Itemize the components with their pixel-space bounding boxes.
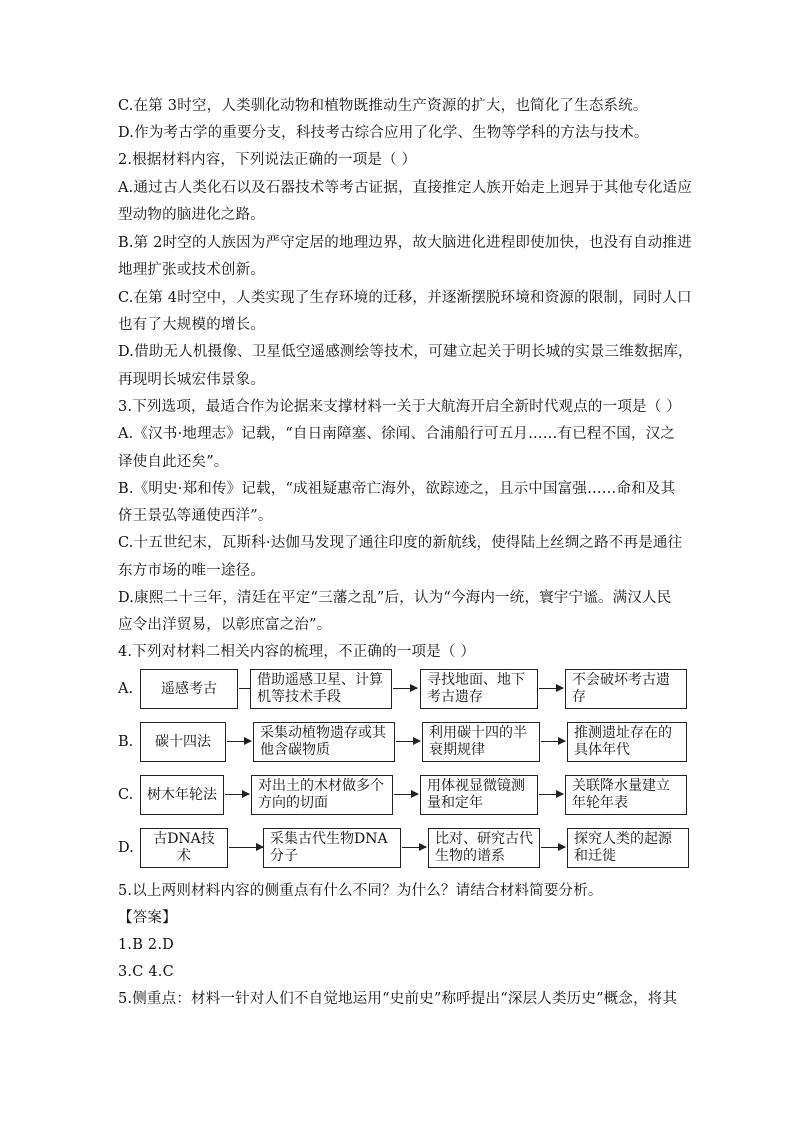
option-text: D.作为考古学的重要分支，科技考古综合应用了化学、生物等学科的方法与技术。 [118, 125, 649, 141]
row-label: A. [118, 681, 134, 697]
arrow-icon [393, 688, 417, 689]
arrow-icon [539, 794, 563, 795]
row-label: D. [118, 840, 134, 856]
flow-box: 古DNA技术 [140, 828, 228, 868]
flow-box: 碳十四法 [140, 722, 226, 762]
flow-box: 借助遥感卫星、计算机等技术手段 [250, 669, 392, 709]
option-text: B.《明史·郑和传》记载，“成祖疑惠帝亡海外，欲踪迹之，且示中国富强……命和及其 [118, 481, 676, 497]
arrow-icon [541, 847, 565, 848]
row-label: C. [118, 787, 134, 803]
option-text: 型动物的脑进化之路。 [118, 207, 265, 223]
option-text: 再现明长城宏伟景象。 [118, 372, 265, 388]
arrow-icon [225, 794, 249, 795]
option-text: 东方市场的唯一途径。 [118, 563, 265, 579]
answer-text: 3.C 4.C [118, 964, 174, 980]
flow-box: 采集古代生物DNA分子 [263, 828, 401, 868]
question-text: 3.下列选项，最适合作为论据来支撑材料一关于大航海开启全新时代观点的一项是（ ） [118, 399, 681, 415]
row-label: B. [118, 734, 134, 750]
option-text: 应令出洋贸易，以彰庶富之治”。 [118, 617, 332, 633]
flow-box: 关联降水量建立年轮年表 [565, 775, 687, 815]
arrow-icon [229, 847, 263, 848]
flow-box: 遥感考古 [140, 669, 238, 709]
flow-box: 树木年轮法 [140, 775, 224, 815]
flow-box: 利用碳十四的半衰期规律 [422, 722, 540, 762]
option-text: 地理扩张或技术创新。 [118, 262, 265, 278]
arrow-icon [227, 741, 251, 742]
flow-box: 不会破坏考古遗存 [565, 669, 687, 709]
option-text: C.十五世纪末，瓦斯科·达伽马发现了通往印度的新航线，使得陆上丝绸之路不再是通往 [118, 535, 683, 551]
option-text: C.在第 4时空中，人类实现了生存环境的迁移，并逐渐摆脱环境和资源的限制，同时人口 [118, 290, 692, 306]
arrow-icon [396, 741, 420, 742]
answer-heading: 【答案】 [118, 910, 177, 926]
option-text: C.在第 3时空，人类驯化动物和植物既推动生产资源的扩大，也简化了生态系统。 [118, 98, 648, 114]
option-text: B.第 2时空的人族因为严守定居的地理边界，故大脑进化进程即使加快，也没有自动推进 [118, 235, 692, 251]
flow-box: 用体视显微镜测量和定年 [420, 775, 538, 815]
arrow-icon [394, 794, 418, 795]
flow-row-b [118, 722, 698, 766]
question-text: 4.下列对材料二相关内容的梳理，不正确的一项是（ ） [118, 644, 476, 660]
option-text: D.康熙二十三年，清廷在平定“三藩之乱”后，认为“今海内一统，寰宇宁谧。满汉人民 [118, 590, 672, 606]
question-text: 2.根据材料内容，下列说法正确的一项是（ ） [118, 152, 417, 168]
question-text: 5.以上两则材料内容的侧重点有什么不同？为什么？请结合材料简要分析。 [118, 883, 603, 899]
option-text: 译使自此还矣”。 [118, 454, 229, 470]
option-text: 也有了大规模的增长。 [118, 317, 265, 333]
option-text: 侪王景弘等通使西洋”。 [118, 508, 273, 524]
flow-box: 比对、研究古代生物的谱系 [428, 828, 540, 868]
flow-box: 探究人类的起源和迁徙 [567, 828, 689, 868]
flow-box: 采集动植物遗存或其他含碳物质 [253, 722, 395, 762]
option-text: D.借助无人机摄像、卫星低空遥感测绘等技术，可建立起关于明长城的实景三维数据库， [118, 344, 693, 360]
answer-text: 1.B 2.D [118, 937, 174, 953]
flow-row-a [118, 669, 698, 713]
flow-box: 推测遗址存在的具体年代 [567, 722, 687, 762]
flow-row-c [118, 775, 698, 819]
flow-box: 对出土的木材做多个方向的切面 [251, 775, 393, 815]
arrow-icon [541, 741, 565, 742]
flow-row-d [118, 828, 698, 872]
arrow-icon [402, 847, 426, 848]
option-text: A.通过古人类化石以及石器技术等考古证据，直接推定人族开始走上迥异于其他专化适应 [118, 180, 693, 196]
arrow-icon [539, 688, 563, 689]
flow-box: 寻找地面、地下考古遗存 [420, 669, 538, 709]
option-text: A.《汉书·地理志》记载，“自日南障塞、徐闻、合浦船行可五月……有已程不国，汉之 [118, 426, 676, 442]
answer-text: 5.侧重点：材料一针对人们不自觉地运用“史前史”称呼提出“深层人类历史”概念，将其 [118, 991, 678, 1007]
